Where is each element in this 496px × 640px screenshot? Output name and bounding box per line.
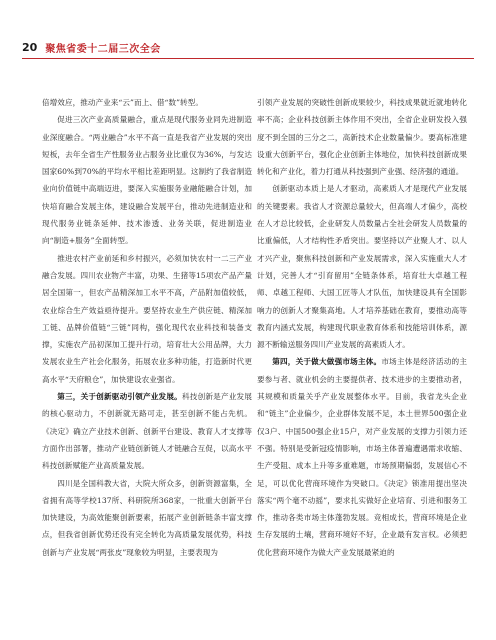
section-lead: 第四，关于做大做强市场主体。 [272, 357, 382, 367]
paragraph: 引领产业发展的突破性创新成果较少，科技成果就近就地转化率不高；企业科技创新主体作用不突出，全省企业研发投入强度不到全国的三分之二，高新技术企业数量偏少。要高标准建设重大创新平台，强化企业创新主体地位，加快科技创新成果转化和产业化，着力打通从科技强到产业强、经济强的通道。 [257, 98, 467, 177]
paragraph: 推进农村产业前延和乡村振兴，必须加快农村一二三产业融合发展。四川农业物产丰富，功果、生猪等15项农产品产量居全国第一，但农产品精深加工水平不高，产品附加值较低，农业综合生产效益亟待提升。要坚持农业生产供应链、精深加工链、品牌价值链“三链”同构，强化现代农业科技和装备支撑，实施农产品初深加工提升行动，培育壮大公用品牌，大力发展农业生产社会化服务，拓展农业多种功能，打造新时代更高水平“天府粮仓”，加快建设农业强省。 [42, 253, 252, 384]
paragraph: 倍增效应，推动产业来“云”而上、借“数”转型。 [42, 98, 203, 107]
paragraph [42, 388, 252, 474]
journal-title: 聚焦省委十二届三次全会 [45, 44, 161, 55]
page-header [22, 40, 161, 55]
section-lead: 第三，关于创新驱动引领产业发展。 [57, 392, 182, 402]
paragraph-body: 市场主体是经济活动的主要参与者、就业机会的主要提供者、技术进步的主要推动者，其规模和质量关乎产业发展整体水平。目前，我省龙头企业和“链主”企业偏少，企业群体发展不足，本土世界500强企业仅3户、中国500强企业15户，对产业发展的支撑力引领力还不强。特别是受新冠疫情影响，市场主体普遍遭遇需求收缩、生产受阻、成本上升等多重难题，市场预期偏弱，发展信心不足，可以优化营商环境作为突破口。《决定》锁准用提出坚决落实“两个毫不动摇”，要求扎实做好企业培育、引进和服务工作，推动各类市场主体蓬勃发展。竞相成长，营商环境是企业生存发展的土壤，营商环境好不好，企业最有发言权。必须把优化营商环境作为做大产业发展最紧迫的 [257, 357, 467, 557]
paragraph-body: 科技创新是产业发展的核心驱动力，不创新就无路可走，甚至创新不能占先机。《决定》确立产业技术创新、创新平台建设、教育人才支撑等方面作出部署，推动产业链创新链人才链融合互促，以高水平科技创新赋能产业高质量发展。 [42, 392, 252, 471]
paragraph: 促进三次产业高质量融合，重点是现代服务业同先进制造业深度融合。“两业融合”水平不高一直是我省产业发展的突出短板，去年全省生产性服务业占服务业比重仅为36%，与发达国家60%到70%的平均水平相比差距明显。这制约了我省制造业向价值链中高端迈进，要深入实施服务业融能融合计划，加快培育融合发展主体，建设融合发展平台，推动先进制造业和现代服务业链条延伸、技术渗透、业务关联，促进制造业向“制造+服务”全面转型。 [42, 115, 252, 246]
right-column [257, 94, 467, 561]
left-column [42, 94, 252, 561]
header-rule [22, 58, 474, 59]
page-number: 20 [22, 41, 38, 54]
paragraph [257, 353, 467, 561]
paragraph: 四川是全国科教大省，大院大所众多，创新资源富集，全省拥有高等学校137所、科研院所368家，一批重大创新平台加快建设，为高效能聚创新要素，拓展产业创新链条丰富支撑点，但我省创新优势还没有完全转化为高质量发展优势，科技创新与产业发展“两张皮”现象较为明显，主要表现为 [42, 478, 252, 557]
paragraph: 创新驱动本质上是人才驱动，高素质人才是现代产业发展的关键要素。我省人才资源总量较大，但高端人才偏少，高校在人才总比较低，企业研发人员数量占全社会研发人员数量的比重偏低，人才结构性矛盾突出。要坚持以产业聚人才、以人才兴产业，聚焦科技创新和产业发展需求，深入实施重大人才计划，完善人才“引育留用”全链条体系，培育壮大卓越工程师、卓越工程师、大国工匠等人才队伍，加快建设具有全国影响力的创新人才聚集高地。人才培养基础在教育，要推动高等教育内涵式发展，构建现代职业教育体系和技能培训体系，源源不断输送服务四川产业发展的高素质人才。 [257, 184, 467, 350]
